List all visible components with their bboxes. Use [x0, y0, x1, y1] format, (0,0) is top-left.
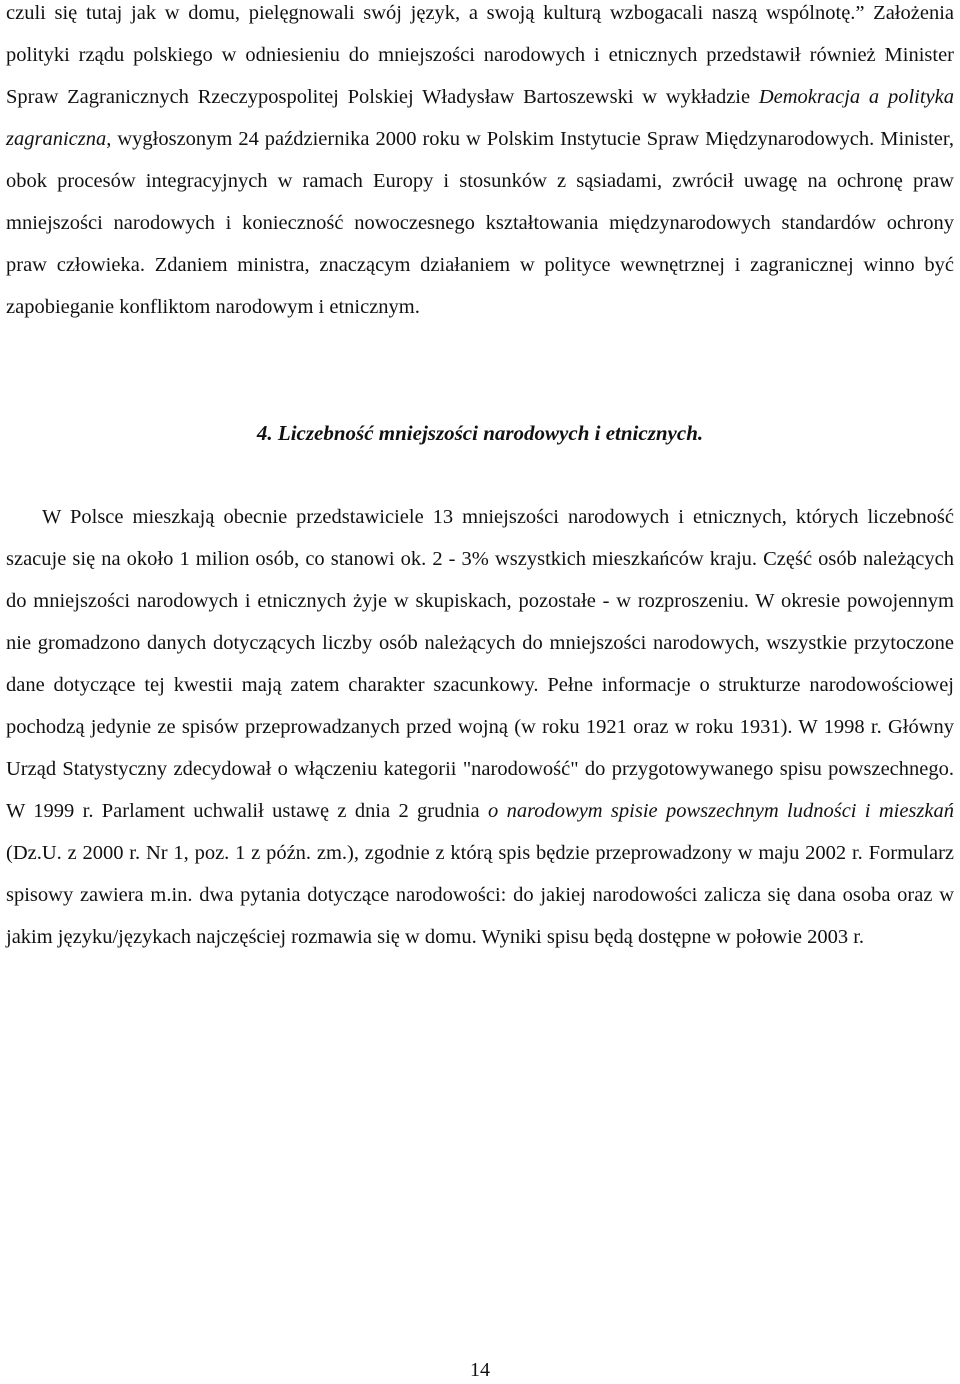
- body-paragraph-1: [6, 0, 954, 328]
- para2-text-a: W Polsce mieszkają obecnie przedstawiciele 13 mniejszości narodowych i etnicznych, których liczebność szacuje się na około 1 milion osób, co stanowi ok. 2 - 3% wszystkich mieszkańców kraju. Część osób należących do mniejszości narodowych i etnicznych żyje w skupiskach, pozostałe - w rozproszeniu. W okresie powojennym nie gromadzono danych dotyczących liczby osób należących do mniejszości narodowych, wszystkie przytoczone dane dotyczące tej kwestii mają zatem charakter szacunkowy. Pełne informacje o strukturze narodowościowej pochodzą jedynie ze spisów przeprowadzanych przed wojną (w roku 1921 oraz w roku 1931). W 1998 r. Główny Urząd Statystyczny zdecydował o włączeniu kategorii "narodowość" do przygotowywanego spisu powszechnego. W 1999 r. Parlament uchwalił ustawę z dnia 2 grudnia: [6, 506, 954, 822]
- section-heading: 4. Liczebność mniejszości narodowych i etnicznych.: [256, 421, 704, 445]
- page-number: 14: [470, 1359, 490, 1381]
- body-paragraph-2: [6, 496, 954, 958]
- para2-text-b: (Dz.U. z 2000 r. Nr 1, poz. 1 z późn. zm.), zgodnie z którą spis będzie przeprowadzony w maju 2002 r. Formularz spisowy zawiera m.in. dwa pytania dotyczące narodowości: do jakiej narodowości zalicza się dana osoba oraz w jakim języku/językach najczęściej rozmawia się w domu. Wyniki spisu będą dostępne w połowie 2003 r.: [6, 842, 954, 948]
- document-page: [6, 0, 954, 1384]
- para1-text-a: czuli się tutaj jak w domu, pielęgnowali swój język, a swoją kulturą wzbogacali naszą wspólnotę.” Założenia polityki rządu polskiego w odniesieniu do mniejszości narodowych i etnicznych przedstawił również Minister Spraw Zagranicznych Rzeczypospolitej Polskiej Władysław Bartoszewski w wykładzie: [6, 2, 954, 108]
- para1-text-b: , wygłoszonym 24 października 2000 roku w Polskim Instytucie Spraw Międzynarodowych. Minister, obok procesów integracyjnych w ramach Europy i stosunków z sąsiadami, zwrócił uwagę na ochronę praw mniejszości narodowych i konieczność nowoczesnego kształtowania międzynarodowych standardów ochrony praw człowieka. Zdaniem ministra, znaczącym działaniem w polityce wewnętrznej i zagranicznej winno być zapobieganie konfliktom narodowym i etnicznym.: [6, 128, 954, 318]
- para2-italic-title: o narodowym spisie powszechnym ludności i mieszkań: [487, 800, 954, 822]
- para1-italic-title: Demokracja a polityka zagraniczna: [6, 86, 954, 150]
